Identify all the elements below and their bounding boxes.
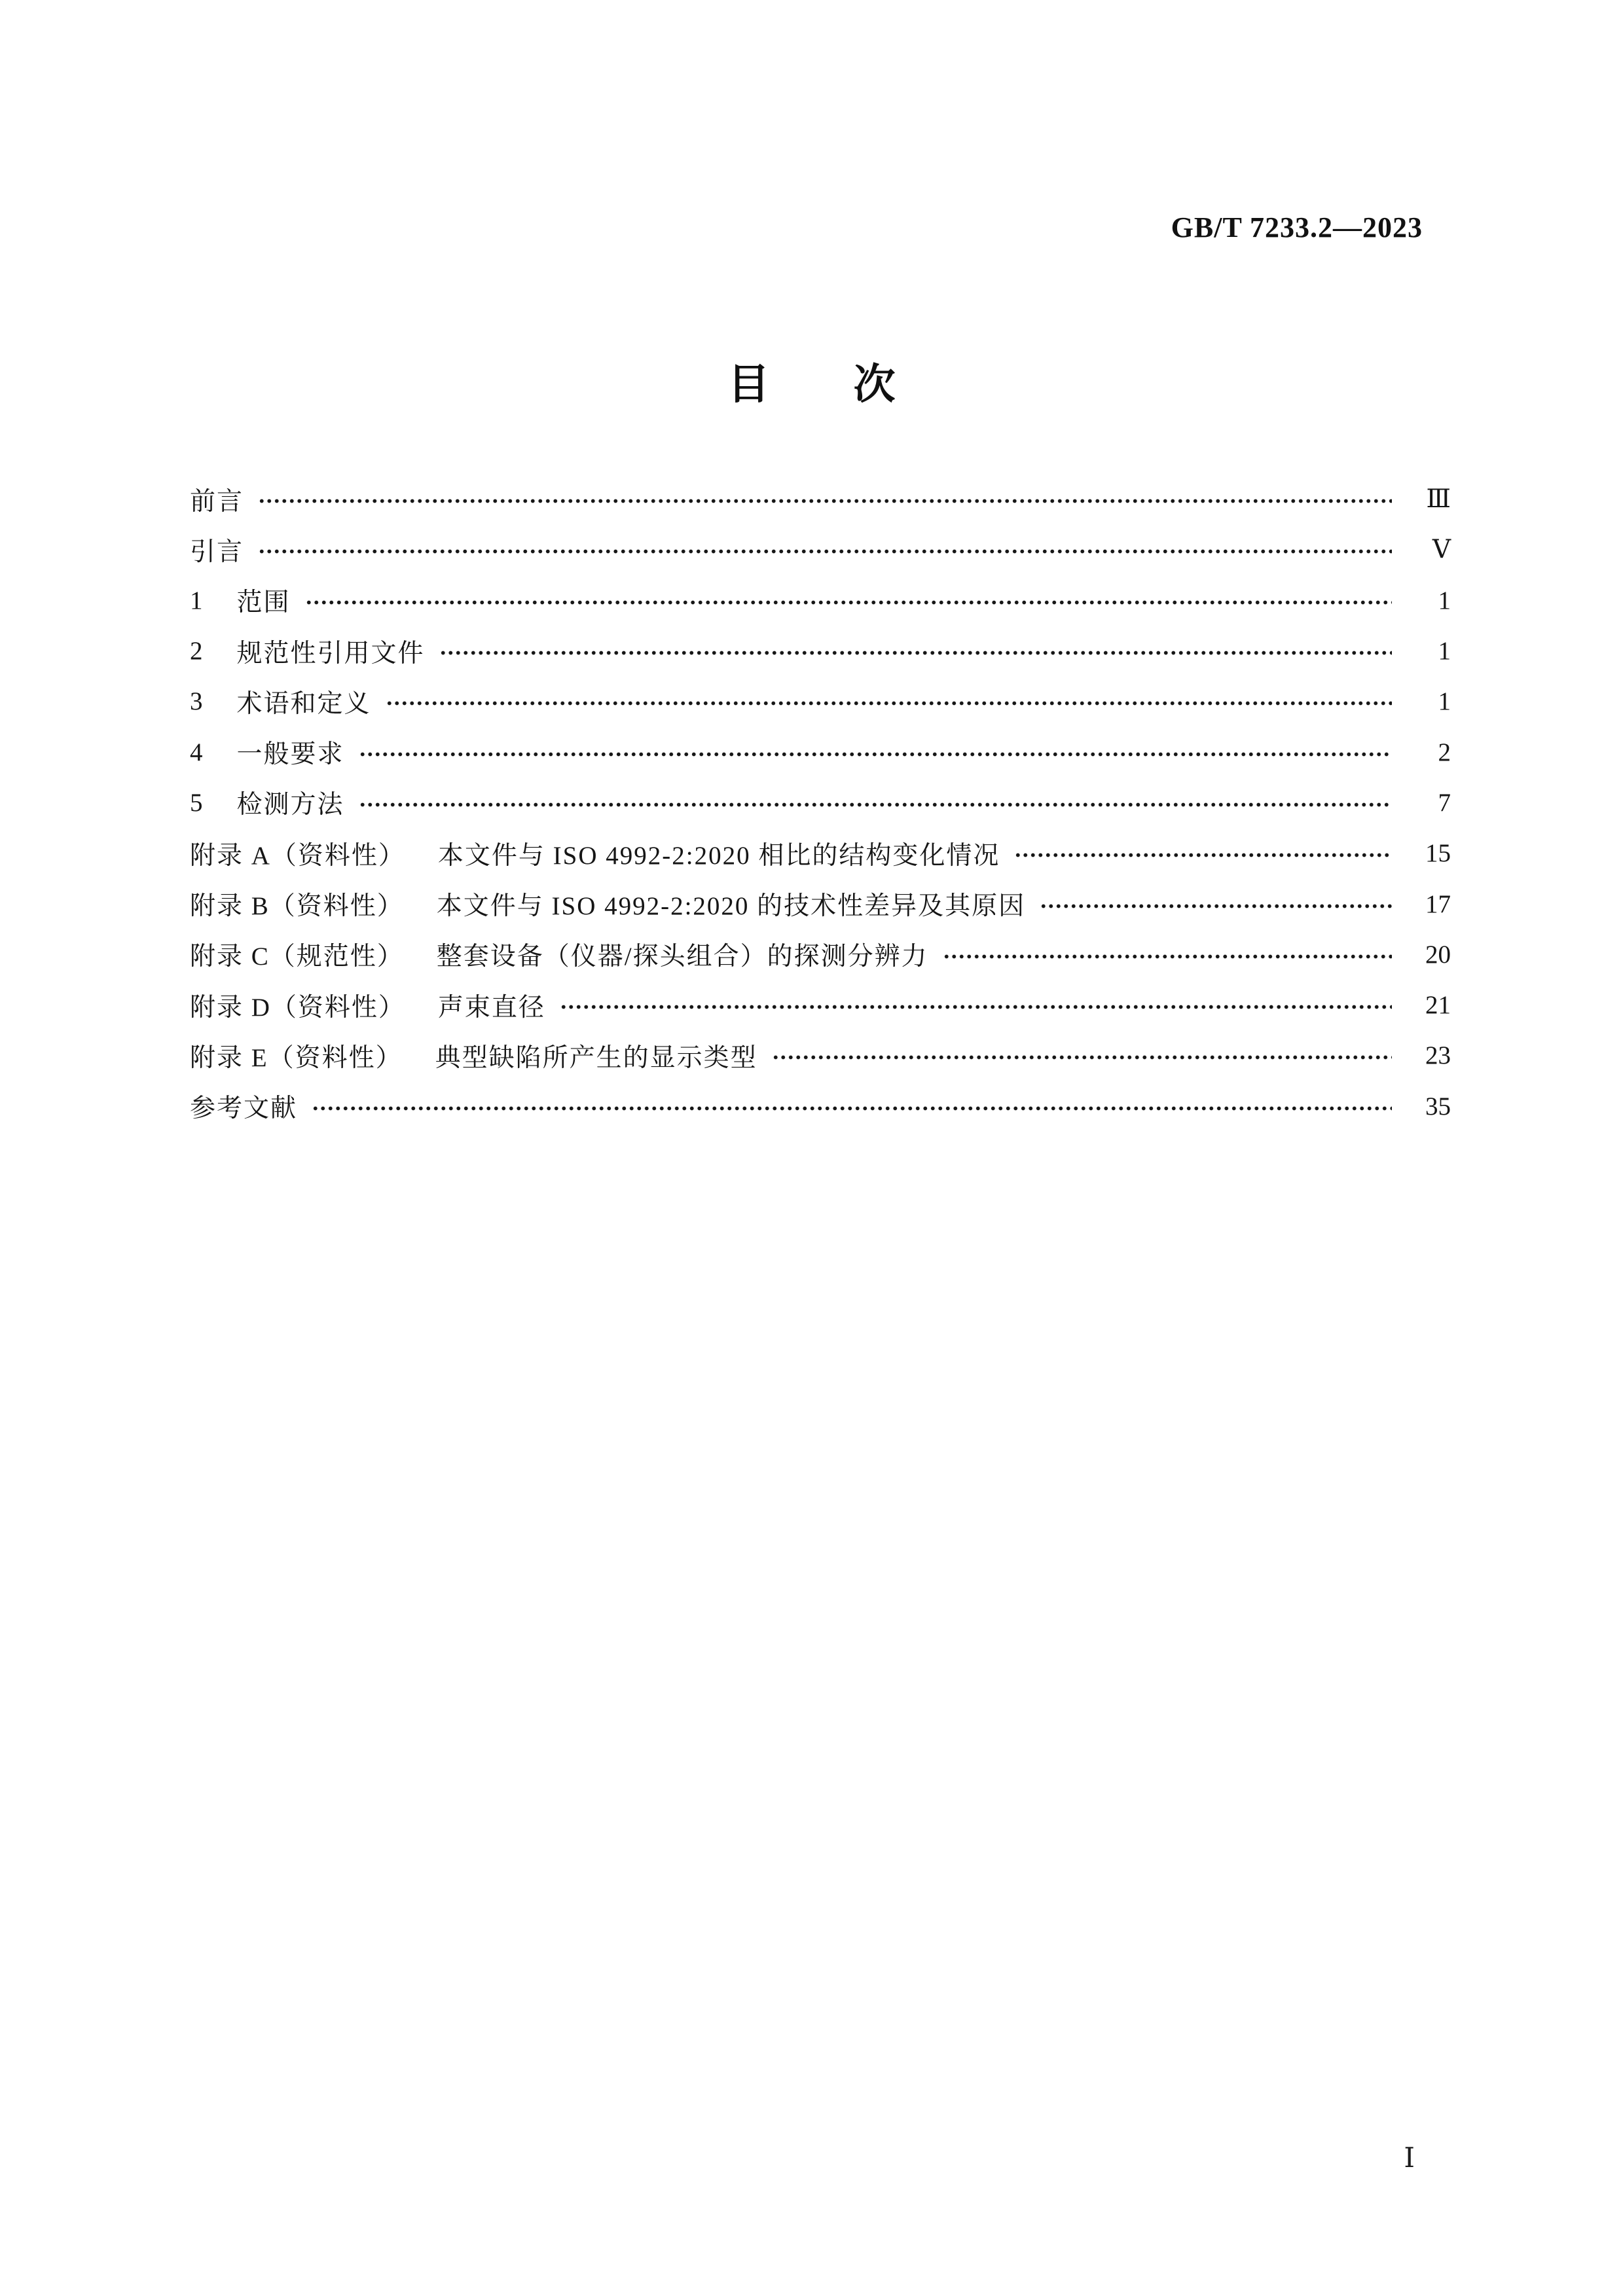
dot-leader xyxy=(312,1096,1392,1121)
toc-entry-page-number: Ⅴ xyxy=(1432,535,1451,564)
dot-leader xyxy=(258,488,1392,514)
toc-entry-label: 本文件与 ISO 4992-2:2020 的技术性差异及其原因 xyxy=(436,892,1026,921)
toc-row xyxy=(190,575,1451,626)
toc-entry-prefix: 5 xyxy=(190,788,204,817)
toc-row xyxy=(190,1030,1451,1081)
dot-leader xyxy=(1040,893,1392,919)
toc-entry-label: 检测方法 xyxy=(236,791,344,819)
toc-entry-page-number: 1 xyxy=(1438,687,1451,716)
toc-row xyxy=(190,726,1451,777)
toc-entry-prefix: 附录 B（资料性） xyxy=(190,892,404,921)
toc-entry-page-number: 1 xyxy=(1438,637,1451,666)
toc-entry-prefix: 附录 A（资料性） xyxy=(190,841,405,870)
toc-entry-prefix: 附录 D（资料性） xyxy=(190,993,405,1022)
dot-leader xyxy=(359,792,1392,817)
toc-entry-page-number: 17 xyxy=(1425,889,1451,918)
toc-row xyxy=(190,778,1451,828)
toc-entry-label: 引言 xyxy=(190,537,244,566)
toc-entry-label: 典型缺陷所产生的显示类型 xyxy=(435,1043,757,1072)
toc-row xyxy=(190,929,1451,980)
toc-entry-label: 整套设备（仪器/探头组合）的探测分辨力 xyxy=(436,942,928,971)
toc-entry-prefix: 4 xyxy=(190,738,204,766)
toc-entry-page-number: 20 xyxy=(1425,940,1451,969)
toc-entry-label: 规范性引用文件 xyxy=(236,639,425,668)
toc-row xyxy=(190,980,1451,1030)
dot-leader xyxy=(943,944,1392,969)
dot-leader xyxy=(772,1045,1392,1070)
toc-entry-prefix: 附录 E（资料性） xyxy=(190,1043,403,1072)
toc-entry-label: 范围 xyxy=(236,588,291,617)
page-title: 目 次 xyxy=(727,361,896,409)
toc-row xyxy=(190,524,1451,575)
dot-leader xyxy=(439,640,1392,666)
dot-leader xyxy=(560,994,1392,1020)
dot-leader xyxy=(1014,842,1392,868)
toc-entry-page-number: 23 xyxy=(1425,1041,1451,1070)
toc-entry-prefix: 2 xyxy=(190,637,204,666)
toc-entry-label: 术语和定义 xyxy=(236,689,371,718)
toc-entry-prefix: 1 xyxy=(190,586,204,615)
toc-entry-page-number: 35 xyxy=(1425,1092,1451,1121)
toc-entry-label: 参考文献 xyxy=(190,1094,298,1123)
toc-entry-page-number: 2 xyxy=(1438,738,1451,766)
toc-row xyxy=(190,474,1451,524)
toc-entry-prefix: 3 xyxy=(190,687,204,716)
toc-entry-page-number: 7 xyxy=(1438,788,1451,817)
toc-entry-label: 一般要求 xyxy=(236,740,344,769)
toc-entry-page-number: 15 xyxy=(1425,839,1451,868)
standard-number: GB/T 7233.2—2023 xyxy=(1171,211,1423,243)
toc-entry-prefix: 附录 C（规范性） xyxy=(190,942,404,971)
toc-entry-label: 前言 xyxy=(190,487,244,516)
toc-entry-page-number: 21 xyxy=(1425,991,1451,1020)
toc-list xyxy=(190,474,1451,1132)
dot-leader xyxy=(359,742,1392,767)
toc-entry-page-number: Ⅲ xyxy=(1426,485,1451,514)
toc-row xyxy=(190,676,1451,726)
footer-page-number: Ⅰ xyxy=(1404,2144,1415,2174)
toc-row xyxy=(190,626,1451,676)
dot-leader xyxy=(386,691,1392,716)
dot-leader xyxy=(258,539,1392,564)
dot-leader xyxy=(305,590,1392,615)
toc-entry-page-number: 1 xyxy=(1438,586,1451,615)
toc-entry-label: 本文件与 ISO 4992-2:2020 相比的结构变化情况 xyxy=(437,841,1000,870)
toc-entry-label: 声束直径 xyxy=(437,993,545,1022)
toc-row xyxy=(190,828,1451,878)
toc-row xyxy=(190,1081,1451,1132)
toc-row xyxy=(190,878,1451,929)
